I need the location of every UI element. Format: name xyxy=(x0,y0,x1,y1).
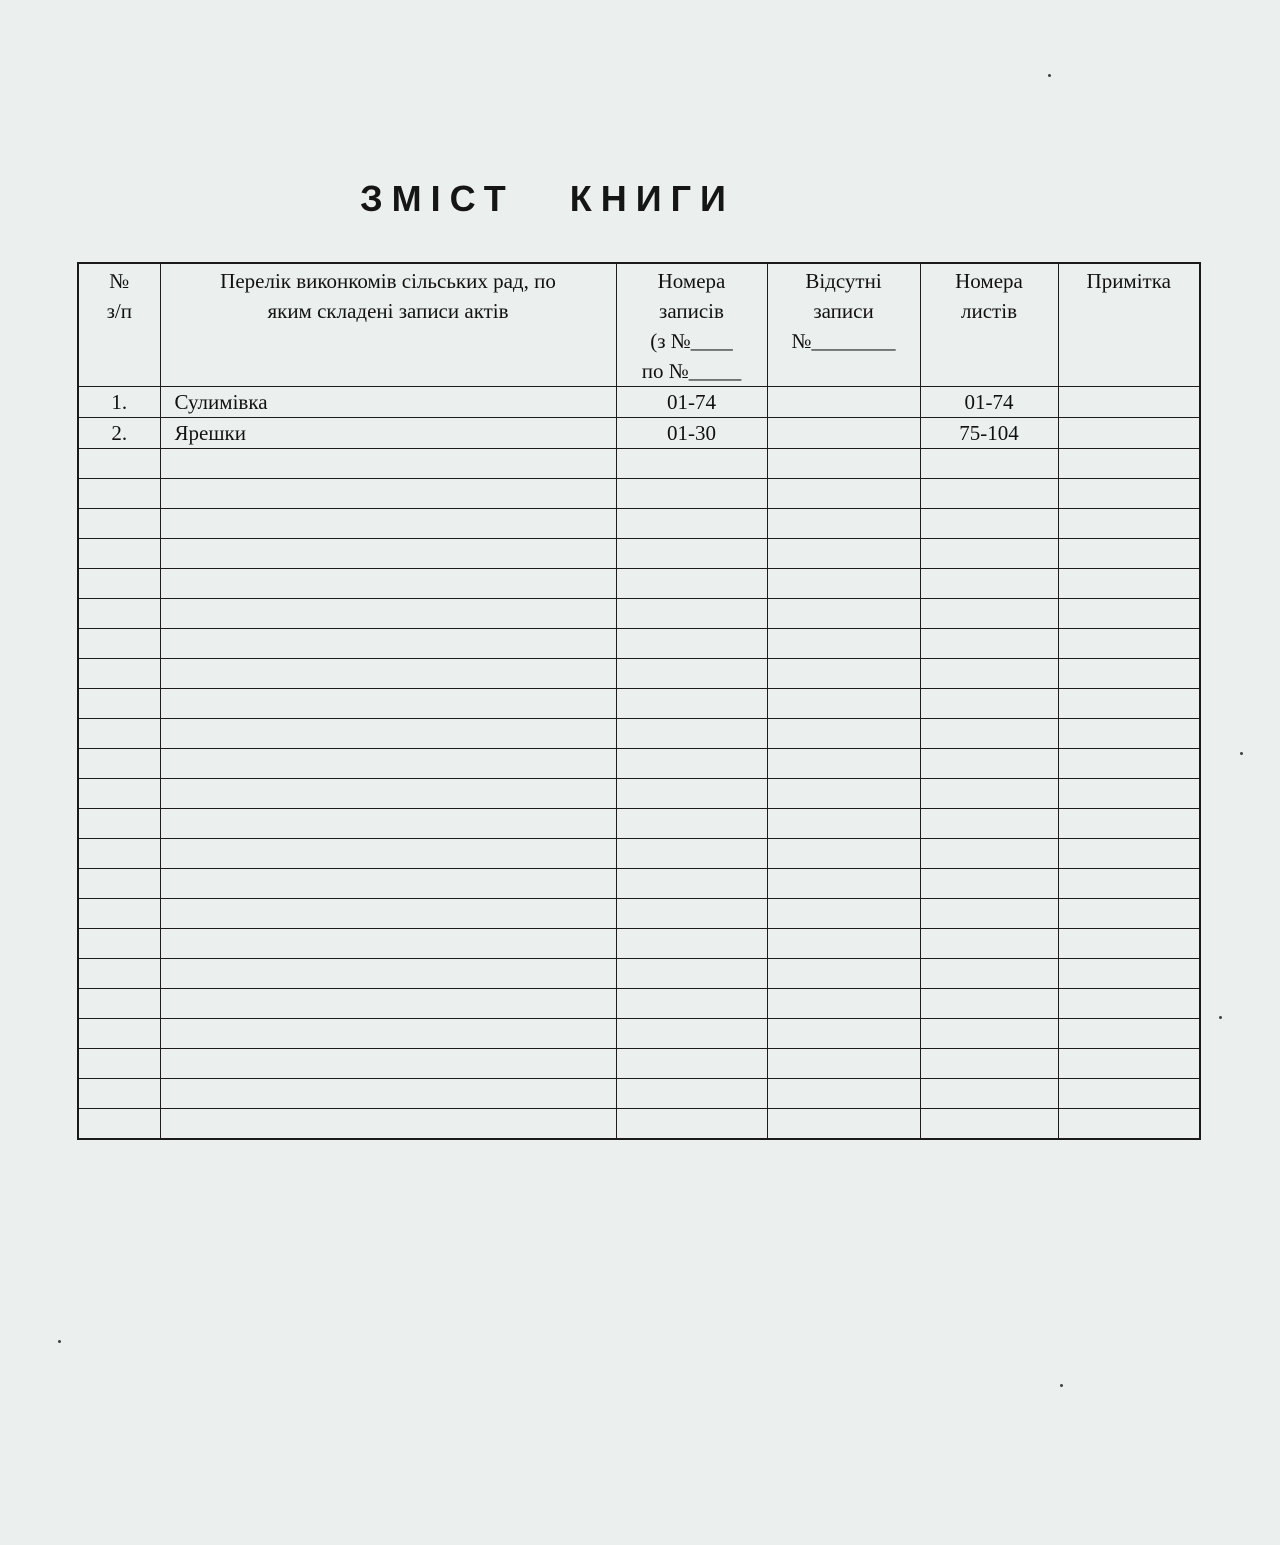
cell-note xyxy=(1058,719,1200,749)
cell-note xyxy=(1058,659,1200,689)
header-num-line: з/п xyxy=(106,299,132,323)
cell-num: 1. xyxy=(78,387,160,418)
cell-missing xyxy=(767,599,920,629)
cell-num xyxy=(78,1109,160,1140)
cell-num xyxy=(78,629,160,659)
header-note xyxy=(1058,263,1200,387)
cell-sheets xyxy=(920,569,1058,599)
cell-records xyxy=(616,599,767,629)
header-council-line: Перелік виконкомів сільських рад, по xyxy=(220,269,556,293)
cell-num xyxy=(78,899,160,929)
header-row xyxy=(78,263,1200,387)
empty-table-row xyxy=(78,539,1200,569)
cell-council xyxy=(160,719,616,749)
header-records-line: (з №____ xyxy=(650,329,733,353)
cell-council xyxy=(160,839,616,869)
cell-records xyxy=(616,689,767,719)
header-council-line: яким складені записи актів xyxy=(267,299,509,323)
cell-num xyxy=(78,869,160,899)
cell-num xyxy=(78,809,160,839)
cell-missing xyxy=(767,509,920,539)
cell-missing xyxy=(767,659,920,689)
empty-table-row xyxy=(78,449,1200,479)
cell-sheets xyxy=(920,599,1058,629)
empty-table-row xyxy=(78,1109,1200,1140)
cell-records xyxy=(616,779,767,809)
cell-council xyxy=(160,779,616,809)
cell-missing xyxy=(767,479,920,509)
cell-records xyxy=(616,929,767,959)
cell-sheets xyxy=(920,959,1058,989)
cell-records xyxy=(616,569,767,599)
cell-records xyxy=(616,869,767,899)
empty-table-row xyxy=(78,749,1200,779)
cell-sheets: 01-74 xyxy=(920,387,1058,418)
cell-sheets xyxy=(920,839,1058,869)
header-missing-line: записи xyxy=(813,299,874,323)
cell-sheets xyxy=(920,1049,1058,1079)
cell-sheets xyxy=(920,1019,1058,1049)
cell-sheets xyxy=(920,899,1058,929)
cell-missing xyxy=(767,539,920,569)
empty-table-row xyxy=(78,989,1200,1019)
cell-note xyxy=(1058,418,1200,449)
empty-table-row xyxy=(78,809,1200,839)
cell-missing xyxy=(767,989,920,1019)
cell-num xyxy=(78,719,160,749)
cell-missing xyxy=(767,689,920,719)
empty-table-row xyxy=(78,839,1200,869)
cell-records xyxy=(616,449,767,479)
cell-num xyxy=(78,539,160,569)
cell-sheets xyxy=(920,449,1058,479)
cell-num xyxy=(78,779,160,809)
cell-missing xyxy=(767,1079,920,1109)
cell-council xyxy=(160,1079,616,1109)
cell-missing xyxy=(767,719,920,749)
header-num-line: № xyxy=(109,269,130,293)
cell-council xyxy=(160,479,616,509)
cell-records xyxy=(616,719,767,749)
cell-note xyxy=(1058,569,1200,599)
cell-council: Ярешки xyxy=(160,418,616,449)
cell-note xyxy=(1058,539,1200,569)
cell-note xyxy=(1058,959,1200,989)
header-sheets-line: Номера xyxy=(955,269,1023,293)
scan-speck xyxy=(1240,752,1243,755)
cell-sheets xyxy=(920,719,1058,749)
cell-sheets xyxy=(920,779,1058,809)
cell-records xyxy=(616,989,767,1019)
cell-sheets xyxy=(920,629,1058,659)
cell-note xyxy=(1058,809,1200,839)
cell-records xyxy=(616,809,767,839)
cell-records xyxy=(616,479,767,509)
cell-council xyxy=(160,869,616,899)
cell-missing xyxy=(767,449,920,479)
cell-records xyxy=(616,539,767,569)
cell-sheets xyxy=(920,539,1058,569)
cell-num xyxy=(78,599,160,629)
cell-council xyxy=(160,1049,616,1079)
header-sheets-line: листів xyxy=(961,299,1017,323)
cell-sheets xyxy=(920,509,1058,539)
cell-sheets xyxy=(920,689,1058,719)
table-row xyxy=(78,418,1200,449)
cell-sheets xyxy=(920,1109,1058,1140)
empty-table-row xyxy=(78,509,1200,539)
cell-num xyxy=(78,659,160,689)
empty-table-row xyxy=(78,1079,1200,1109)
empty-table-row xyxy=(78,569,1200,599)
empty-table-row xyxy=(78,629,1200,659)
empty-table-row xyxy=(78,719,1200,749)
header-records-line: Номера xyxy=(657,269,726,293)
cell-num xyxy=(78,1019,160,1049)
cell-records xyxy=(616,959,767,989)
cell-records xyxy=(616,1109,767,1140)
cell-num xyxy=(78,689,160,719)
cell-missing xyxy=(767,749,920,779)
cell-council xyxy=(160,449,616,479)
cell-records xyxy=(616,509,767,539)
header-records xyxy=(616,263,767,387)
cell-note xyxy=(1058,839,1200,869)
cell-council xyxy=(160,959,616,989)
cell-sheets xyxy=(920,659,1058,689)
cell-num: 2. xyxy=(78,418,160,449)
scan-speck xyxy=(58,1340,61,1343)
cell-num xyxy=(78,1079,160,1109)
cell-num xyxy=(78,569,160,599)
cell-sheets xyxy=(920,809,1058,839)
cell-records xyxy=(616,1019,767,1049)
cell-note xyxy=(1058,749,1200,779)
cell-missing xyxy=(767,959,920,989)
contents-table xyxy=(77,262,1201,1140)
cell-missing xyxy=(767,418,920,449)
cell-records xyxy=(616,1049,767,1079)
cell-records xyxy=(616,899,767,929)
header-council xyxy=(160,263,616,387)
cell-note xyxy=(1058,689,1200,719)
cell-note xyxy=(1058,387,1200,418)
cell-council xyxy=(160,749,616,779)
cell-sheets: 75-104 xyxy=(920,418,1058,449)
header-missing-line: Відсутні xyxy=(805,269,882,293)
cell-note xyxy=(1058,509,1200,539)
cell-note xyxy=(1058,449,1200,479)
cell-num xyxy=(78,959,160,989)
cell-missing xyxy=(767,869,920,899)
cell-note xyxy=(1058,899,1200,929)
cell-missing xyxy=(767,839,920,869)
scan-speck xyxy=(1060,1384,1063,1387)
header-records-line: по №_____ xyxy=(641,359,742,383)
empty-table-row xyxy=(78,1019,1200,1049)
cell-note xyxy=(1058,779,1200,809)
cell-records: 01-74 xyxy=(616,387,767,418)
cell-note xyxy=(1058,1109,1200,1140)
cell-missing xyxy=(767,629,920,659)
cell-num xyxy=(78,449,160,479)
cell-council xyxy=(160,569,616,599)
empty-table-row xyxy=(78,479,1200,509)
empty-table-row xyxy=(78,1049,1200,1079)
empty-table-row xyxy=(78,779,1200,809)
empty-table-row xyxy=(78,959,1200,989)
cell-missing xyxy=(767,1019,920,1049)
empty-table-row xyxy=(78,689,1200,719)
cell-council xyxy=(160,899,616,929)
cell-note xyxy=(1058,1019,1200,1049)
cell-missing xyxy=(767,899,920,929)
scan-speck xyxy=(1048,74,1051,77)
header-missing xyxy=(767,263,920,387)
cell-num xyxy=(78,479,160,509)
cell-num xyxy=(78,989,160,1019)
cell-note xyxy=(1058,479,1200,509)
cell-records xyxy=(616,749,767,779)
empty-table-row xyxy=(78,929,1200,959)
cell-missing xyxy=(767,387,920,418)
empty-table-row xyxy=(78,659,1200,689)
cell-council xyxy=(160,1109,616,1140)
cell-records: 01-30 xyxy=(616,418,767,449)
header-missing-line: №________ xyxy=(791,329,896,353)
cell-note xyxy=(1058,929,1200,959)
cell-council xyxy=(160,659,616,689)
cell-note xyxy=(1058,1049,1200,1079)
cell-council xyxy=(160,629,616,659)
cell-note xyxy=(1058,989,1200,1019)
cell-note xyxy=(1058,629,1200,659)
cell-missing xyxy=(767,809,920,839)
scan-speck xyxy=(1219,1016,1222,1019)
empty-table-row xyxy=(78,599,1200,629)
header-sheets xyxy=(920,263,1058,387)
cell-sheets xyxy=(920,869,1058,899)
cell-note xyxy=(1058,869,1200,899)
cell-sheets xyxy=(920,479,1058,509)
cell-sheets xyxy=(920,929,1058,959)
empty-table-row xyxy=(78,869,1200,899)
cell-missing xyxy=(767,1109,920,1140)
cell-num xyxy=(78,929,160,959)
cell-note xyxy=(1058,1079,1200,1109)
cell-sheets xyxy=(920,989,1058,1019)
cell-council xyxy=(160,689,616,719)
cell-sheets xyxy=(920,1079,1058,1109)
cell-num xyxy=(78,509,160,539)
header-records-line: записів xyxy=(659,299,724,323)
page-title: ЗМІСТ КНИГИ xyxy=(360,178,735,219)
cell-council xyxy=(160,989,616,1019)
cell-num xyxy=(78,839,160,869)
cell-records xyxy=(616,1079,767,1109)
cell-council xyxy=(160,599,616,629)
cell-council xyxy=(160,509,616,539)
header-note-line: Примітка xyxy=(1086,269,1171,293)
cell-council: Сулимівка xyxy=(160,387,616,418)
empty-table-row xyxy=(78,899,1200,929)
cell-missing xyxy=(767,1049,920,1079)
cell-records xyxy=(616,659,767,689)
cell-missing xyxy=(767,929,920,959)
cell-council xyxy=(160,1019,616,1049)
cell-missing xyxy=(767,779,920,809)
cell-num xyxy=(78,1049,160,1079)
cell-records xyxy=(616,629,767,659)
header-num xyxy=(78,263,160,387)
cell-num xyxy=(78,749,160,779)
cell-records xyxy=(616,839,767,869)
cell-missing xyxy=(767,569,920,599)
cell-council xyxy=(160,539,616,569)
cell-sheets xyxy=(920,749,1058,779)
cell-council xyxy=(160,809,616,839)
table-row xyxy=(78,387,1200,418)
cell-council xyxy=(160,929,616,959)
cell-note xyxy=(1058,599,1200,629)
